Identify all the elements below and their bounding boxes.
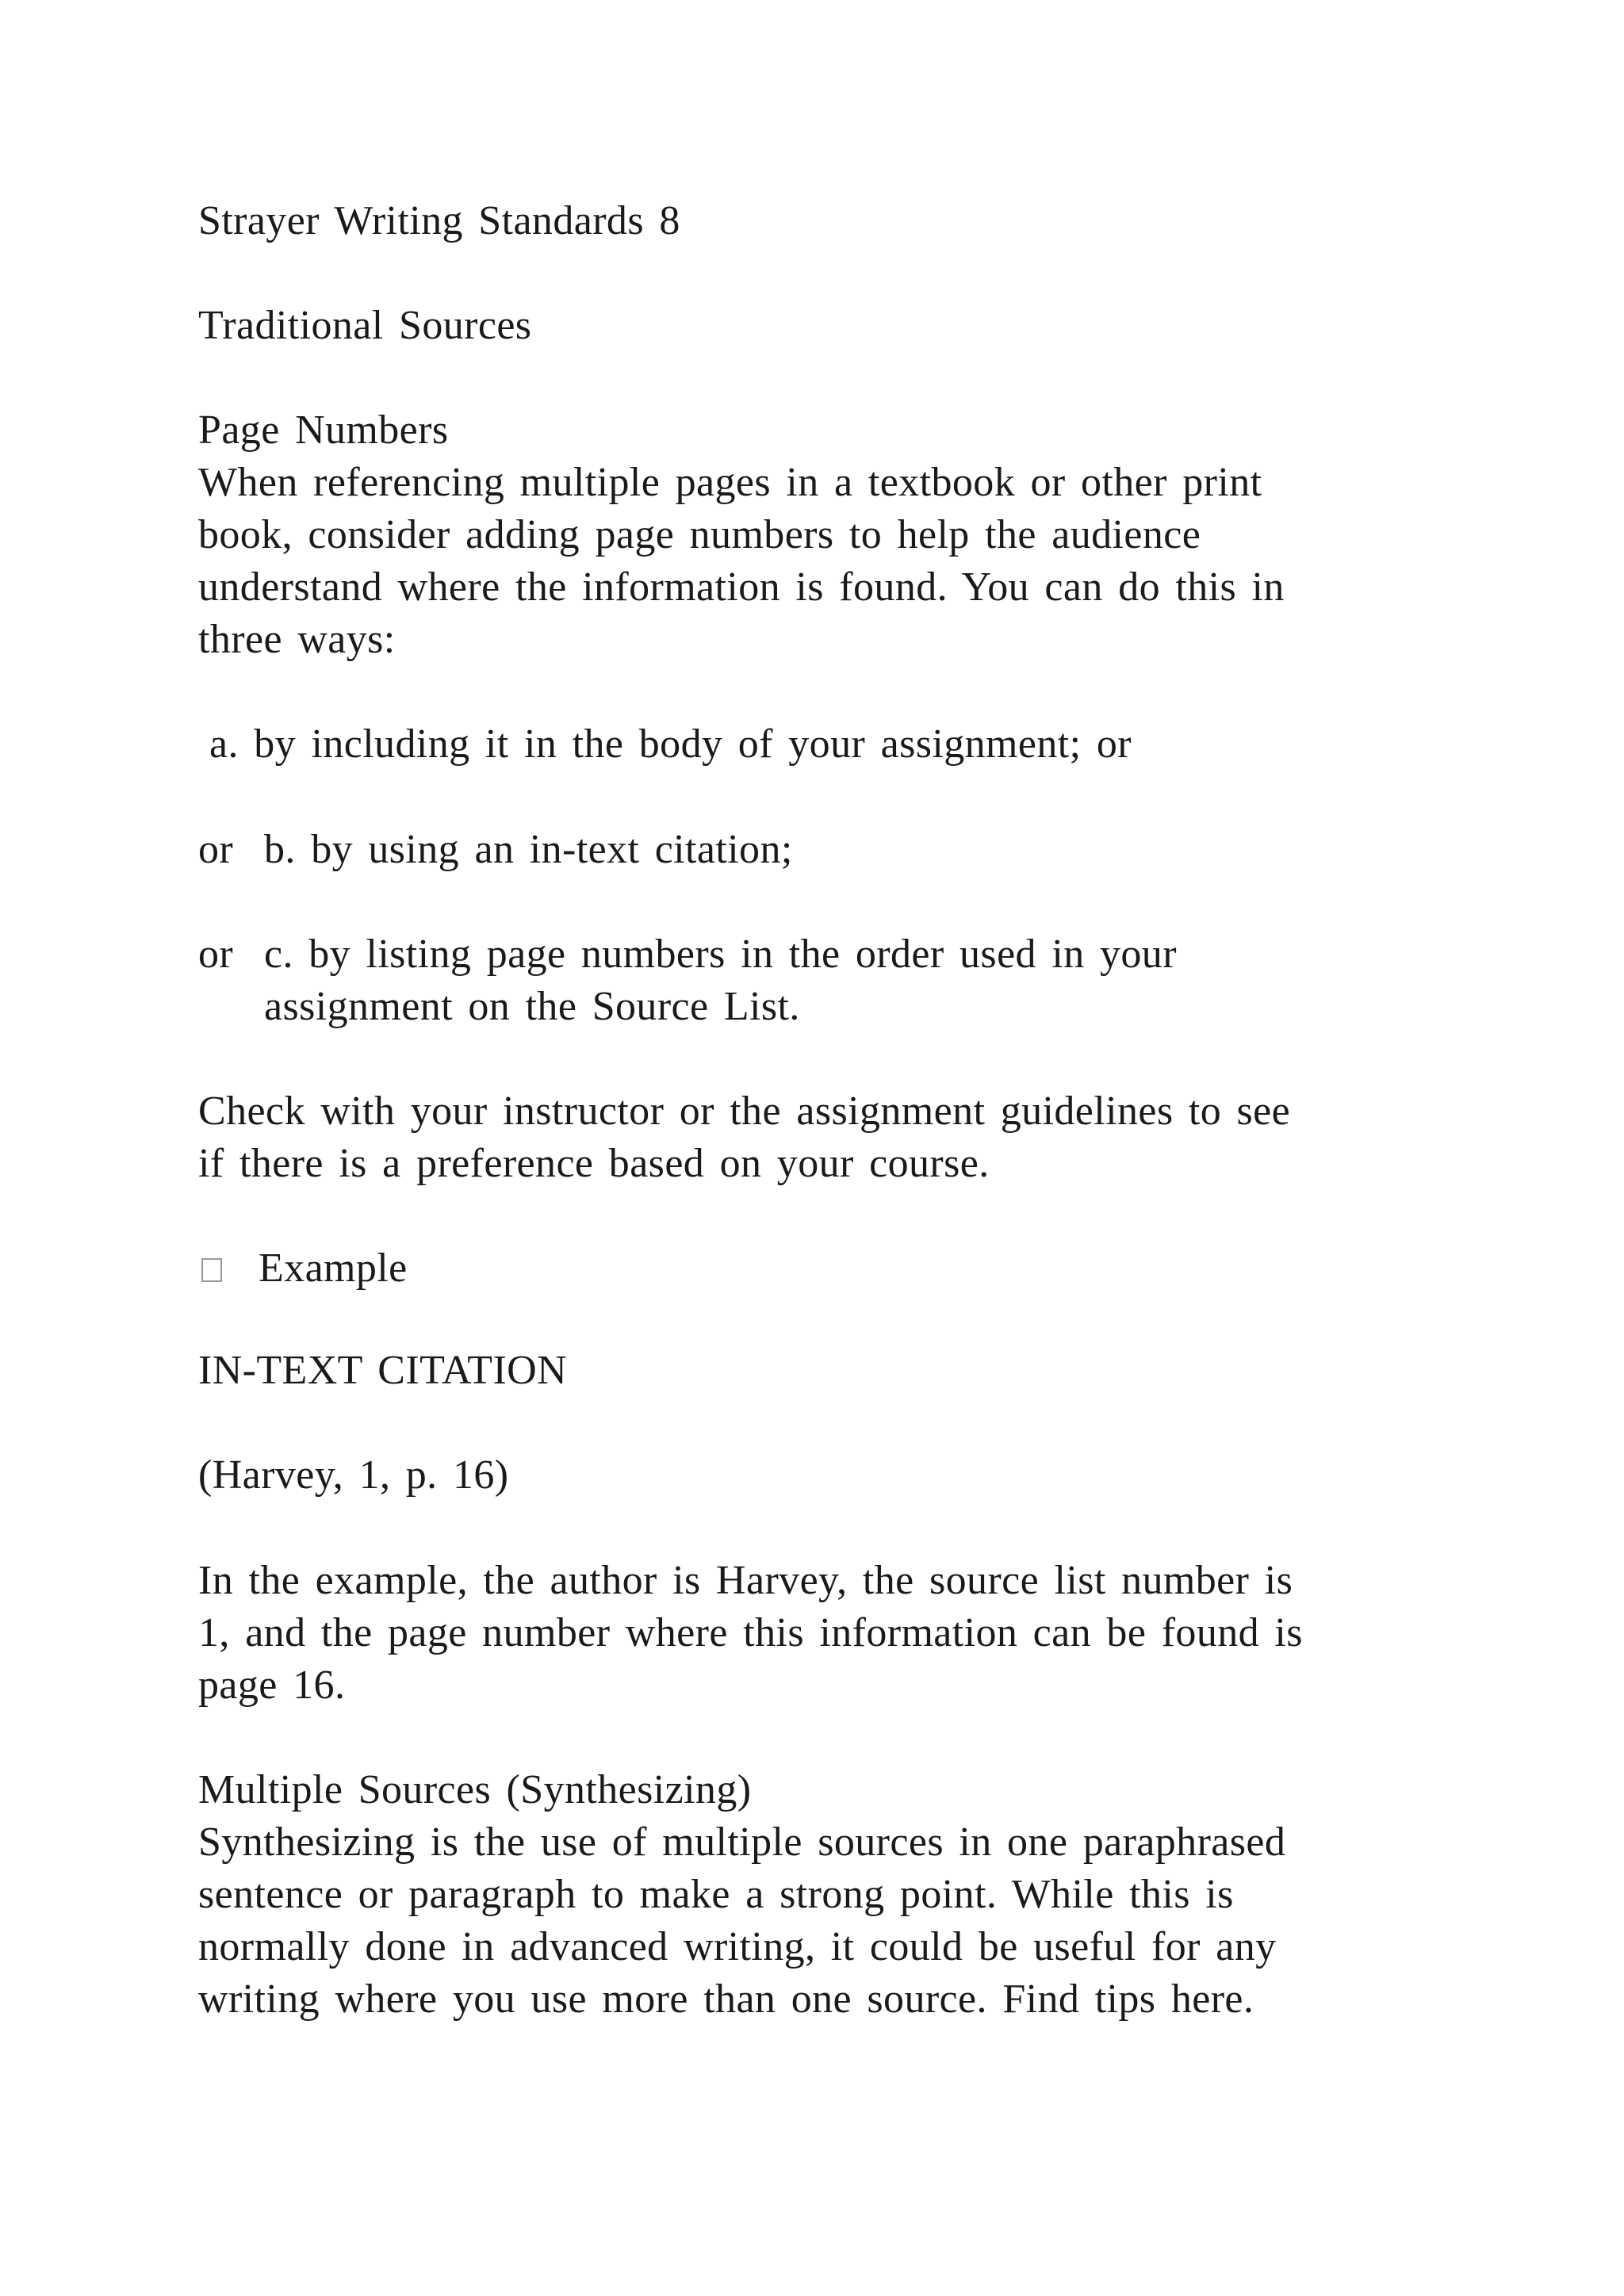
paragraph-line: page 16. xyxy=(198,1663,346,1708)
document-header: Strayer Writing Standards 8 xyxy=(198,198,680,243)
paragraph-line: Synthesizing is the use of multiple sources in one paraphrased xyxy=(198,1820,1286,1865)
paragraph-line: book, consider adding page numbers to help the audience xyxy=(198,512,1201,557)
paragraph-line: In the example, the author is Harvey, the source list number is xyxy=(198,1558,1293,1603)
paragraph-line: understand where the information is found. You can do this in xyxy=(198,564,1285,610)
example-label: Example xyxy=(259,1246,408,1291)
paragraph-line: normally done in advanced writing, it could be useful for any xyxy=(198,1924,1277,1969)
list-or-label: or xyxy=(198,827,234,872)
paragraph-line: Check with your instructor or the assignment guidelines to see xyxy=(198,1089,1291,1134)
paragraph-line: 1, and the page number where this information can be found is xyxy=(198,1610,1303,1655)
page-numbers-heading: Page Numbers xyxy=(198,408,449,453)
list-item-b: b. by using an in-text citation; xyxy=(264,827,793,872)
paragraph-line: sentence or paragraph to make a strong point. While this is xyxy=(198,1872,1234,1917)
list-or-label: or xyxy=(198,932,234,977)
citation-heading: IN-TEXT CITATION xyxy=(198,1348,568,1393)
section-heading: Traditional Sources xyxy=(198,303,532,348)
list-item-c-continued: assignment on the Source List. xyxy=(264,984,800,1029)
paragraph-line: writing where you use more than one source. Find tips here. xyxy=(198,1976,1254,2022)
citation-example: (Harvey, 1, p. 16) xyxy=(198,1452,509,1498)
paragraph-line: three ways: xyxy=(198,617,396,662)
list-item-a: a. by including it in the body of your assignment; or xyxy=(209,721,1132,767)
multiple-sources-heading: Multiple Sources (Synthesizing) xyxy=(198,1767,752,1812)
list-item-c: c. by listing page numbers in the order used in your xyxy=(264,932,1177,977)
paragraph-line: When referencing multiple pages in a textbook or other print xyxy=(198,460,1262,505)
missing-glyph-icon xyxy=(201,1258,222,1282)
paragraph-line: if there is a preference based on your course. xyxy=(198,1141,990,1186)
